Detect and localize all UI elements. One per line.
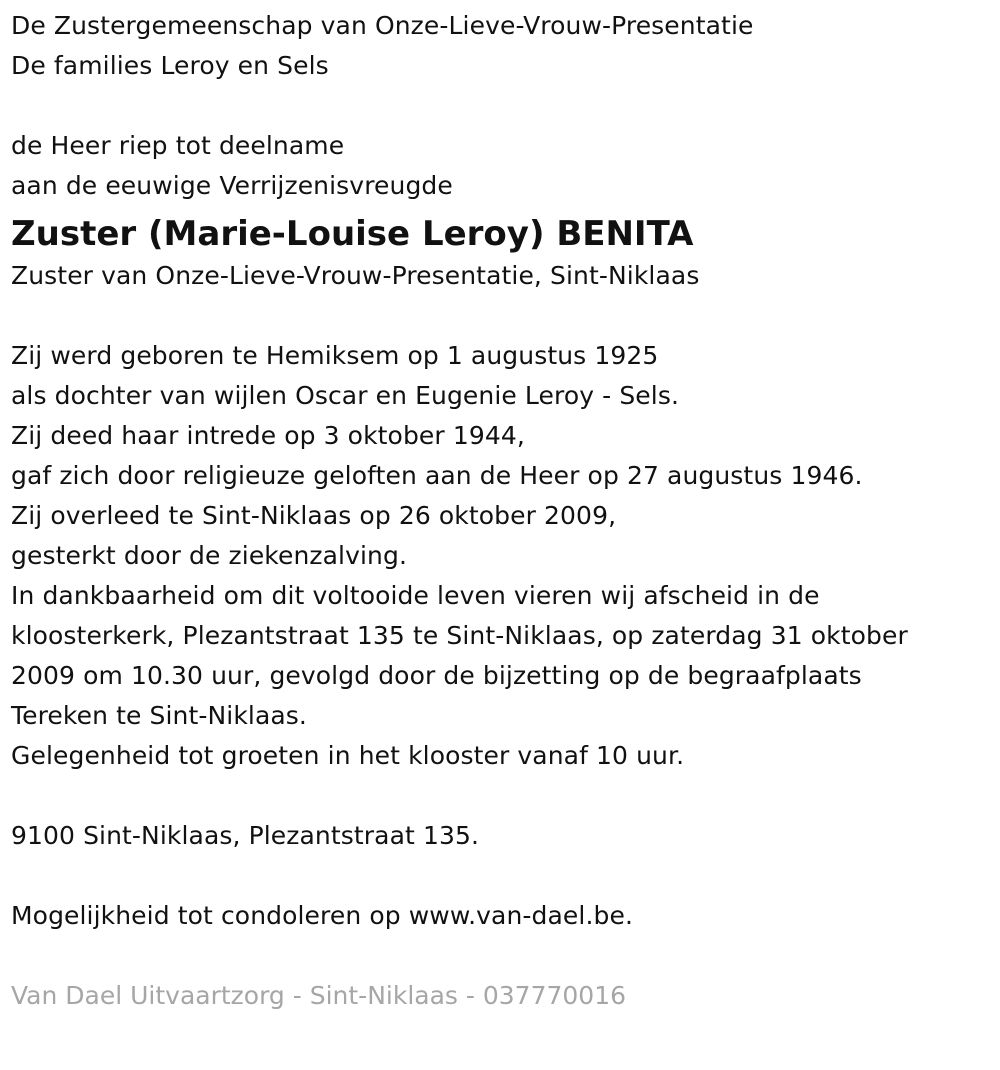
header-line-community: De Zustergemeenschap van Onze-Lieve-Vrouw-Presentatie (11, 11, 754, 40)
deceased-name: Zuster (Marie-Louise Leroy) BENITA (11, 214, 694, 254)
deceased-subtitle: Zuster van Onze-Lieve-Vrouw-Presentatie, Sint-Niklaas (11, 261, 700, 290)
funeral-home-footer: Van Dael Uitvaartzorg - Sint-Niklaas - 037770016 (11, 981, 627, 1010)
body-line: als dochter van wijlen Oscar en Eugenie Leroy - Sels. (11, 381, 680, 410)
body-line: Zij deed haar intrede op 3 oktober 1944, (11, 421, 525, 450)
body-line: Gelegenheid tot groeten in het klooster vanaf 10 uur. (11, 741, 685, 770)
spacer (11, 296, 1000, 336)
spacer (11, 936, 1000, 976)
body-line: In dankbaarheid om dit voltooide leven vieren wij afscheid in de (11, 581, 820, 610)
body-line: gaf zich door religieuze geloften aan de Heer op 27 augustus 1946. (11, 461, 863, 490)
condolence-text: Mogelijkheid tot condoleren op www.van-dael.be. (11, 901, 633, 930)
address: 9100 Sint-Niklaas, Plezantstraat 135. (11, 821, 480, 850)
intro-line-2: aan de eeuwige Verrijzenisvreugde (11, 171, 453, 200)
spacer (11, 776, 1000, 816)
body-line: Tereken te Sint-Niklaas. (11, 701, 307, 730)
header-line-families: De families Leroy en Sels (11, 51, 329, 80)
intro-line-1: de Heer riep tot deelname (11, 131, 345, 160)
body-line: kloosterkerk, Plezantstraat 135 te Sint-Niklaas, op zaterdag 31 oktober (11, 621, 908, 650)
body-line: Zij overleed te Sint-Niklaas op 26 oktober 2009, (11, 501, 617, 530)
spacer (11, 856, 1000, 896)
body-line: Zij werd geboren te Hemiksem op 1 augustus 1925 (11, 341, 659, 370)
body-line: 2009 om 10.30 uur, gevolgd door de bijzetting op de begraafplaats (11, 661, 862, 690)
spacer (11, 86, 1000, 126)
body-line: gesterkt door de ziekenzalving. (11, 541, 407, 570)
